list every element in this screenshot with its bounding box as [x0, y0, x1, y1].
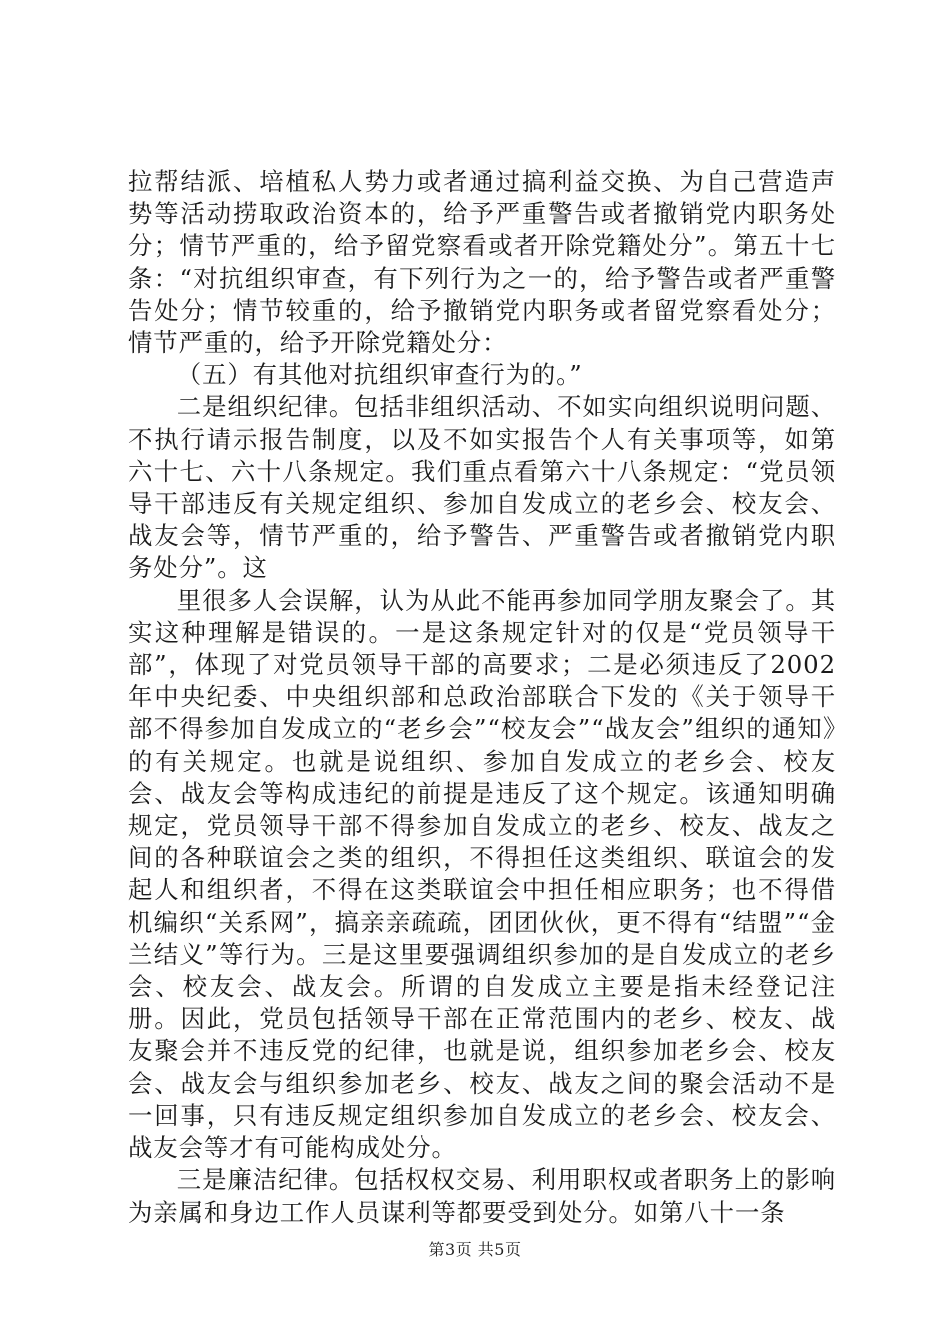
- paragraph-continuation: 拉帮结派、培植私人势力或者通过搞利益交换、为自己营造声势等活动捞取政治资本的，给予严重警告或者撤销党内职务处分；情节严重的，给予留党察看或者开除党籍处分”。第五十七条：“对抗组织审查，有下列行为之一的，给予警告或者严重警告处分；情节较重的，给予撤销党内职务或者留党察看处分；情节严重的，给予开除党籍处分：: [128, 167, 836, 358]
- document-body: [128, 166, 836, 1229]
- paragraph-list-item: （五）有其他对抗组织审查行为的。”: [176, 360, 583, 390]
- paragraph-explanation: 里很多人会误解，认为从此不能再参加同学朋友聚会了。其实这种理解是错误的。一是这条规定针对的仅是“党员领导干部”，体现了对党员领导干部的高要求；二是必须违反了2002年中央纪委、中央组织部和总政治部联合下发的《关于领导干部不得参加自发成立的“老乡会”“校友会”“战友会”组织的通知》的有关规定。也就是说组织、参加自发成立的老乡会、校友会、战友会等构成违纪的前提是违反了这个规定。该通知明确规定，党员领导干部不得参加自发成立的老乡、校友、战友之间的各种联谊会之类的组织，不得担任这类组织、联谊会的发起人和组织者，不得在这类联谊会中担任相应职务；也不得借机编织“关系网”，搞亲亲疏疏，团团伙伙，更不得有“结盟”“金兰结义”等行为。三是这里要强调组织参加的是自发成立的老乡会、校友会、战友会。所谓的自发成立主要是指未经登记注册。因此，党员包括领导干部在正常范围内的老乡、校友、战友聚会并不违反党的纪律，也就是说，组织参加老乡会、校友会、战友会与组织参加老乡、校友、战友之间的聚会活动不是一回事，只有违反规定组织参加自发成立的老乡会、校友会、战友会等才有可能构成处分。: [128, 585, 836, 1163]
- page-number-footer: 第3页 共5页: [428, 1240, 522, 1259]
- paragraph-organization-discipline: 二是组织纪律。包括非组织活动、不如实向组织说明问题、不执行请示报告制度，以及不如实报告个人有关事项等，如第六十七、六十八条规定。我们重点看第六十八条规定：“党员领导干部违反有关规定组织、参加自发成立的老乡会、校友会、战友会等，情节严重的，给予警告、严重警告或者撤销党内职务处分”。这: [128, 392, 836, 583]
- paragraph-integrity-discipline: 三是廉洁纪律。包括权权交易、利用职权或者职务上的影响为亲属和身边工作人员谋利等都要受到处分。如第八十一条: [128, 1165, 836, 1227]
